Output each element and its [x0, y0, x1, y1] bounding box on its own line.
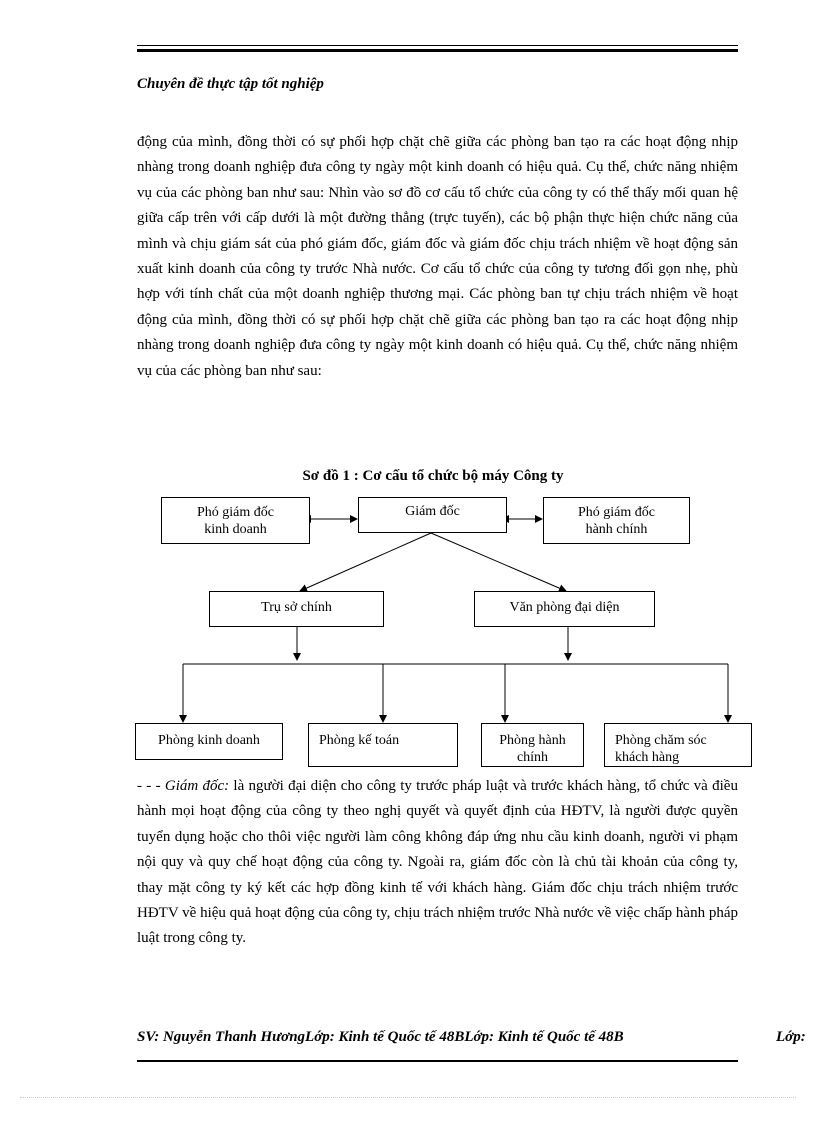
- box-label: Phó giám đốc: [578, 504, 655, 520]
- box-van-phong-dai-dien: [474, 591, 655, 627]
- box-label: Văn phòng đại diện: [509, 600, 620, 615]
- box-label: kinh doanh: [204, 521, 267, 537]
- box-label: Phòng kinh doanh: [158, 733, 260, 748]
- link-gd-tru-so: [300, 533, 431, 591]
- diagram-title: Sơ đồ 1 : Cơ cấu tổ chức bộ máy Công ty: [302, 468, 564, 484]
- box-phong-cham-soc-khach-hang: [604, 723, 752, 767]
- box-label: Phó giám đốc: [197, 504, 274, 520]
- header-title: Chuyên đề thực tập tốt nghiệp: [137, 76, 324, 92]
- list-marker: - - -: [137, 778, 165, 794]
- box-tru-so-chinh: [209, 591, 384, 627]
- box-giam-doc: [358, 497, 507, 533]
- box-label: khách hàng: [615, 750, 680, 765]
- body-paragraph-2: [137, 774, 738, 952]
- box-phong-kinh-doanh: [135, 723, 283, 760]
- footer-right-text: Lớp:: [776, 1029, 806, 1045]
- box-label: Trụ sở chính: [261, 600, 332, 615]
- box-label: Phòng hành: [499, 733, 566, 748]
- page-bottom-dotted-rule: [20, 1097, 796, 1098]
- box-label: Giám đốc: [405, 504, 460, 519]
- box-label: Phòng chăm sóc: [615, 733, 707, 748]
- box-label: chính: [516, 750, 549, 765]
- box-label: hành chính: [585, 521, 648, 537]
- box-label: Phòng kế toán: [319, 733, 400, 748]
- paragraph-lead-term: Giám đốc:: [164, 778, 230, 794]
- footer-text: SV: Nguyễn Thanh HươngLớp: Kinh tế Quốc tế 48BLớp: Kinh tế Quốc tế 48B: [137, 1029, 624, 1045]
- box-pho-giam-doc-kinh-doanh: [161, 497, 310, 544]
- footer-rule: [137, 1060, 738, 1062]
- body-paragraph-1: động của mình, đồng thời có sự phối hợp chặt chẽ giữa các phòng ban tạo ra các hoạt động nhịp nhàng trong doanh nghiệp đưa công ty ngày một kinh doanh có hiệu quả. Cụ thể, chức năng nhiệm vụ của các phòng ban như sau: Nhìn vào sơ đồ cơ cấu tổ chức của công ty có thể thấy mối quan hệ giữa cấp trên với cấp dưới là một đường thẳng (trực tuyến), các bộ phận thực hiện chức năng của mình và chịu giám sát của phó giám đốc, giám đốc và giám đốc chịu trách nhiệm về hoạt động sản xuất kinh doanh của công ty trước Nhà nước. Cơ cấu tổ chức của công ty tương đối gọn nhẹ, phù hợp với tính chất của một doanh nghiệp thương mại. Các phòng ban tự chịu trách nhiệm về hoạt động của mình, đồng thời có sự phối hợp chặt chẽ giữa các phòng ban tạo ra các hoạt động nhịp nhàng trong doanh nghiệp đưa công ty ngày một kinh doanh có hiệu quả. Cụ thể, chức năng nhiệm vụ của các phòng ban như sau:: [137, 134, 738, 379]
- paragraph-text: là người đại diện cho công ty trước pháp luật và trước khách hàng, tổ chức và điều hành mọi hoạt động của công ty theo nghị quyết và quyết định của HĐTV, là người được quyền tuyển dụng hoặc cho thôi việc người làm công không đáp ứng nhu cầu kinh doanh, người vi phạm nội quy và quy chế hoạt động của công ty. Ngoài ra, giám đốc còn là chủ tài khoản của công ty, thay mặt công ty ký kết các hợp đồng kinh tế với khách hàng. Giám đốc chịu trách nhiệm trước HĐTV về hiệu quả hoạt động của công ty, chịu trách nhiệm trước Nhà nước về việc chấp hành pháp luật trong công ty.: [137, 778, 738, 947]
- box-pho-giam-doc-hanh-chinh: [543, 497, 690, 544]
- box-phong-ke-toan: [308, 723, 458, 767]
- box-phong-hanh-chinh: [481, 723, 584, 767]
